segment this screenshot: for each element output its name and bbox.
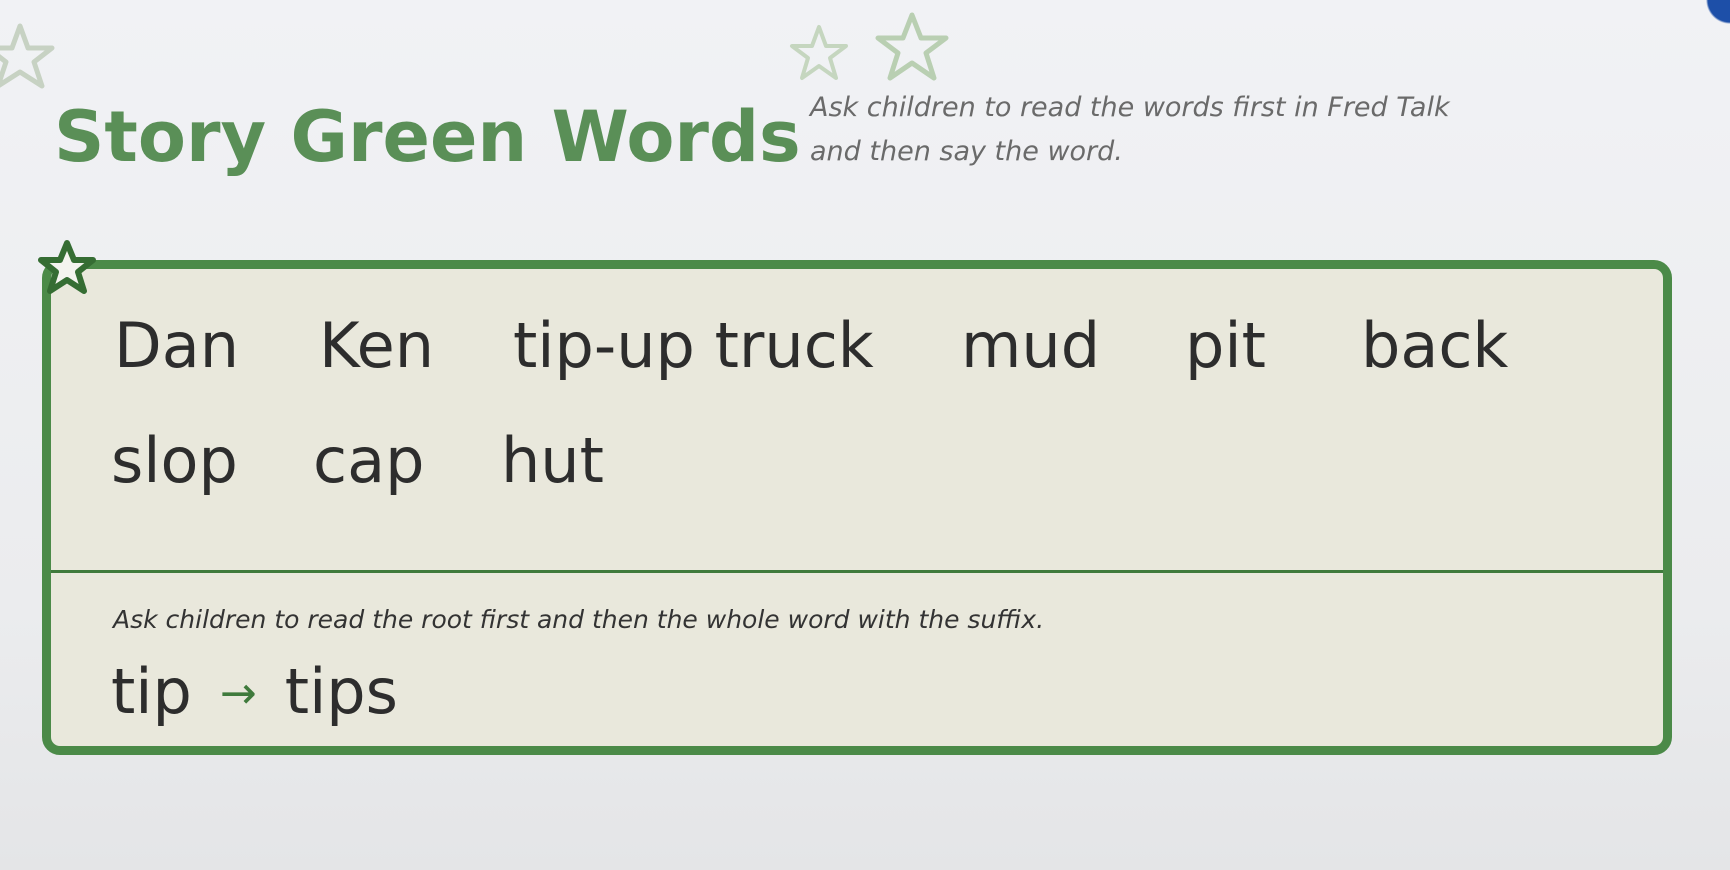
suffixed-word: tips: [284, 654, 398, 728]
instruction-line-1: Ask children to read the words first in Fred Talk: [810, 92, 1450, 123]
green-word: cap: [313, 424, 425, 497]
page-title: Story Green Words: [54, 96, 801, 178]
fred-talk-instruction: [810, 86, 1510, 174]
star-icon: [0, 18, 70, 98]
star-badge-icon: [36, 238, 98, 300]
green-word: Dan: [114, 309, 240, 382]
green-word: tip-up truck: [513, 309, 874, 382]
corner-mark: [1690, 0, 1730, 30]
green-word: back: [1361, 309, 1509, 382]
suffix-example: [111, 651, 398, 731]
green-word: mud: [961, 309, 1101, 382]
suffix-instruction: Ask children to read the root first and then the whole word with the suffix.: [113, 605, 1045, 634]
green-word: Ken: [319, 309, 435, 382]
green-words-card: [42, 260, 1672, 755]
green-word: pit: [1185, 309, 1266, 382]
root-word: tip: [111, 654, 192, 728]
section-divider: [51, 570, 1663, 573]
instruction-line-2: and then say the word.: [810, 136, 1123, 167]
arrow-right-icon: →: [219, 667, 257, 719]
green-word: hut: [501, 424, 604, 497]
star-icon: [786, 22, 852, 86]
star-icon: [872, 10, 952, 86]
word-list: [51, 269, 1663, 569]
green-word: slop: [111, 424, 238, 497]
